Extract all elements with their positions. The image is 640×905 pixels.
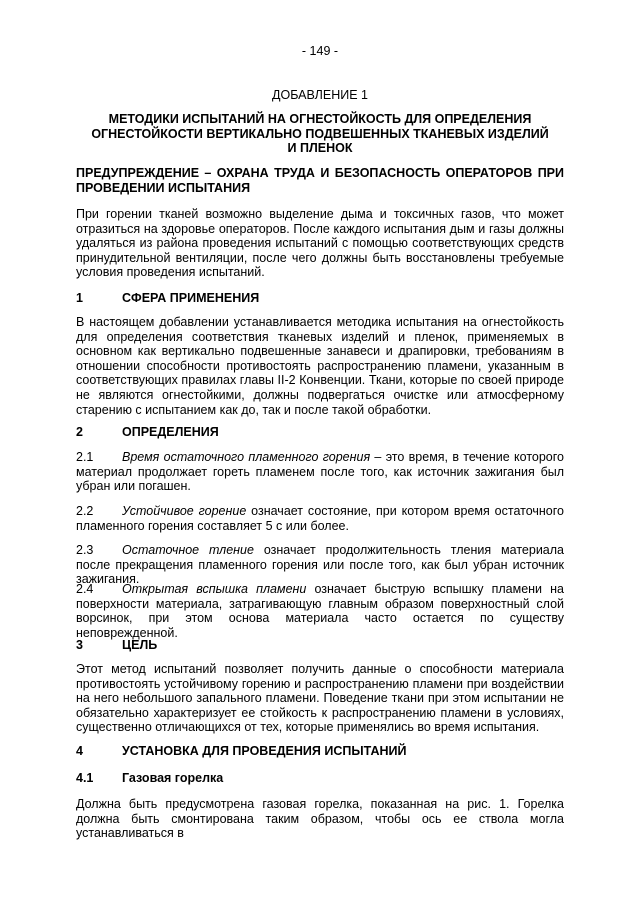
section-number: 4	[76, 744, 83, 758]
definition-text: означает продолжительность тления материала после прекращения пламенного горения или после того, как был убран источник зажигания.	[76, 543, 564, 587]
section-3-paragraph	[76, 662, 564, 735]
definition-number: 2.1	[76, 450, 94, 464]
warning-text: При горении тканей возможно выделение дыма и токсичных газов, что может отразиться на здоровье операторов. После каждого испытания дым и газы должны удаляться из района проведения испытаний с помощью соответствующих средств принудительной вентиляции, после чего должны быть восстановлены требуемые условия проведения испытаний.	[76, 207, 564, 280]
annex-label: ДОБАВЛЕНИЕ 1	[272, 88, 368, 102]
section-title: СФЕРА ПРИМЕНЕНИЯ	[122, 291, 260, 305]
definition-text: означает состояние, при котором время остаточного пламенного горения составляет 5 с или более.	[76, 504, 564, 533]
definition-term: Остаточное тление	[122, 543, 254, 557]
definition-term: Устойчивое горение	[122, 504, 247, 518]
page-number: - 149 -	[301, 44, 339, 58]
section-1-text: В настоящем добавлении устанавливается методика испытания на огнестойкость для определения соответствия тканевых изделий и пленок, применяемых в основном как вертикально подвешенные занавеси и драпировки, требованиям в отношении способности противостоять распространению пламени, указанным в соответствующих правилах главы II-2 Конвенции. Ткани, которые по своей природе не являются огнестойкими, должны подвергаться очистке или атмосферному старению с испытанием как до, так и после такой обработки.	[76, 315, 564, 417]
definition-term: Открытая вспышка пламени	[122, 582, 307, 596]
section-2-heading	[76, 425, 564, 439]
warning-paragraph	[76, 207, 564, 280]
definition-2-4	[76, 582, 564, 640]
section-title: ОПРЕДЕЛЕНИЯ	[122, 425, 219, 439]
subsection-4-1-text: Должна быть предусмотрена газовая горелка, показанная на рис. 1. Горелка должна быть смонтирована таким образом, чтобы ось ее ствола могла устанавливаться в	[76, 797, 564, 841]
definition-2-1	[76, 450, 564, 494]
section-3-text: Этот метод испытаний позволяет получить данные о способности материала противостоять устойчивому горению и распространению пламени при воздействии на него небольшого запального пламени. Поведение ткани при этом испытании не обязательно характеризует ее стойкость к распространению пламени в условиях, существенно отличающихся от тех, которые применялись во время испытания.	[76, 662, 564, 735]
section-number: 3	[76, 638, 83, 652]
definition-2-2	[76, 504, 564, 533]
definition-text: означает быструю вспышку пламени на поверхности материала, затрагивающую главным образом поверхностный слой ворсинок, при этом основа материала часто остается по существу неповрежденной.	[76, 582, 565, 640]
main-title: МЕТОДИКИ ИСПЫТАНИЙ НА ОГНЕСТОЙКОСТЬ ДЛЯ ОПРЕДЕЛЕНИЯ ОГНЕСТОЙКОСТИ ВЕРТИКАЛЬНО ПОДВЕШЕННЫХ ТКАНЕВЫХ ИЗДЕЛИЙ И ПЛЕНОК	[91, 112, 549, 155]
definition-term: Время остаточного пламенного горения	[122, 450, 371, 464]
section-title: УСТАНОВКА ДЛЯ ПРОВЕДЕНИЯ ИСПЫТАНИЙ	[122, 744, 407, 758]
definition-number: 2.4	[76, 582, 94, 596]
section-4-heading	[76, 744, 564, 758]
definition-text: – это время, в течение которого материал продолжает гореть пламенем после того, как источник зажигания был убран или погашен.	[76, 450, 564, 494]
section-3-heading	[76, 638, 564, 652]
definition-number: 2.3	[76, 543, 94, 557]
warning-heading: ПРЕДУПРЕЖДЕНИЕ – ОХРАНА ТРУДА И БЕЗОПАСНОСТЬ ОПЕРАТОРОВ ПРИ ПРОВЕДЕНИИ ИСПЫТАНИЯ	[76, 166, 564, 195]
section-1-paragraph	[76, 315, 564, 417]
subsection-4-1-heading	[76, 771, 564, 785]
section-number: 1	[76, 291, 83, 305]
subsection-4-1-paragraph	[76, 797, 564, 841]
section-title: Газовая горелка	[122, 771, 224, 785]
section-1-heading	[76, 291, 564, 305]
section-title: ЦЕЛЬ	[122, 638, 158, 652]
section-number: 4.1	[76, 771, 94, 785]
section-number: 2	[76, 425, 83, 439]
definition-2-3	[76, 543, 564, 587]
definition-number: 2.2	[76, 504, 94, 518]
